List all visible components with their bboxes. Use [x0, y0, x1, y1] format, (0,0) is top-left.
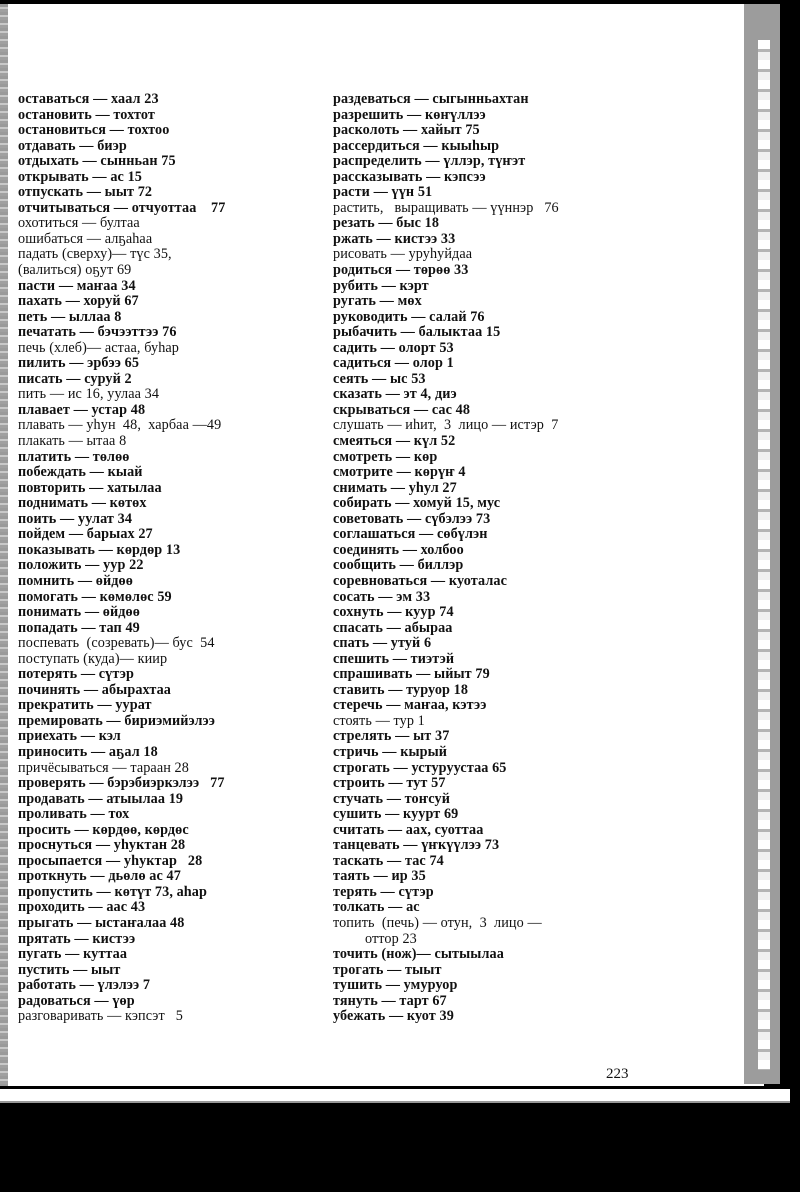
- glossary-entry: проверять — бэрэбиэркэлээ 77: [18, 775, 225, 792]
- glossary-entry: охотиться — бултаа: [18, 215, 140, 232]
- glossary-entry: разговаривать — кэпсэт 5: [18, 1008, 183, 1025]
- glossary-entry: руководить — салай 76: [333, 308, 485, 325]
- glossary-entry: стричь — кырый: [333, 743, 448, 760]
- glossary-entry: спешить — тиэтэй: [333, 650, 455, 667]
- glossary-entry: советовать — сүбэлээ 73: [333, 510, 491, 527]
- glossary-entry: снимать — уһул 27: [333, 479, 457, 496]
- glossary-entry: топить (печь) — отун, 3 лицо —: [333, 914, 542, 931]
- glossary-entry: разрешить — көҥүллээ: [333, 106, 486, 123]
- glossary-left-column: [18, 92, 328, 1025]
- glossary-entry: рассердиться — кыыһыр: [333, 137, 500, 154]
- glossary-entry: оставаться — хаал 23: [18, 91, 159, 107]
- glossary-entry: соединять — холбоо: [333, 541, 464, 558]
- glossary-entry: терять — сүтэр: [333, 883, 434, 900]
- glossary-entry: повторить — хатылаа: [18, 479, 162, 496]
- glossary-entry: сосать — эм 33: [333, 588, 431, 605]
- glossary-entry: слушать — иһит, 3 лицо — истэр 7: [333, 417, 559, 434]
- glossary-entry: поступать (куда)— киир: [18, 650, 168, 667]
- glossary-entry: сказать — эт 4, диэ: [333, 386, 457, 403]
- glossary-entry: отдыхать — сынньан 75: [18, 153, 176, 170]
- glossary-entry: отчитываться — отчуоттаа 77: [18, 199, 226, 216]
- glossary-entry: плакать — ытаа 8: [18, 433, 127, 450]
- glossary-entry: садиться — олор 1: [333, 355, 454, 372]
- glossary-entry: трогать — тыыт: [333, 961, 442, 978]
- glossary-entry: попадать — тап 49: [18, 619, 140, 636]
- glossary-entry: починять — абырахтаа: [18, 681, 171, 698]
- glossary-entry: смотрите — көрүҥ 4: [333, 464, 466, 481]
- glossary-entry: причёсываться — тараан 28: [18, 759, 189, 776]
- glossary-entry: печатать — бэчээттээ 76: [18, 324, 177, 341]
- glossary-entry: строгать — устуруустаа 65: [333, 759, 507, 776]
- glossary-entry: поить — уулат 34: [18, 510, 133, 527]
- glossary-entry: побеждать — кыай: [18, 464, 143, 481]
- glossary-entry: строить — тут 57: [333, 775, 446, 792]
- glossary-entry: распределить — үллэр, түҥэт: [333, 153, 526, 170]
- page-bottom-edge: [0, 1087, 790, 1103]
- glossary-entry: расколоть — хайыт 75: [333, 122, 480, 139]
- glossary-entry: таскать — тас 74: [333, 852, 444, 869]
- glossary-entry: ошибаться — алҕаһаа: [18, 230, 153, 247]
- glossary-entry: работать — үлэлээ 7: [18, 977, 151, 994]
- glossary-entry: растить, выращивать — үүннэр 76: [333, 199, 559, 216]
- glossary-entry: помнить — өйдөө: [18, 572, 133, 589]
- glossary-entry: смеяться — күл 52: [333, 433, 456, 450]
- glossary-entry: проткнуть — дьөлө ас 47: [18, 868, 181, 885]
- glossary-entry: считать — аах, суоттаа: [333, 821, 484, 838]
- glossary-entry: положить — уур 22: [18, 557, 144, 574]
- glossary-entry: петь — ыллаа 8: [18, 308, 122, 325]
- glossary-entry: рубить — кэрт: [333, 277, 429, 294]
- glossary-entry: соревноваться — куоталас: [333, 572, 507, 589]
- glossary-entry: танцевать — үҥкүүлээ 73: [333, 837, 500, 854]
- glossary-entry: спрашивать — ыйыт 79: [333, 666, 490, 683]
- glossary-entry: соглашаться — сөбүлэн: [333, 526, 488, 543]
- glossary-entry: помогать — көмөлөс 59: [18, 588, 172, 605]
- glossary-entry: стоять — тур 1: [333, 712, 425, 729]
- glossary-entry: платить — төлөө: [18, 448, 130, 465]
- glossary-entry: таять — ир 35: [333, 868, 426, 885]
- glossary-entry: тушить — умуруор: [333, 977, 458, 994]
- glossary-entry: стучать — тоҥсуй: [333, 790, 450, 807]
- page-left-edge-shadow: [0, 4, 8, 1086]
- glossary-entry: убежать — куот 39: [333, 1008, 454, 1025]
- glossary-entry: пасти — маҥаа 34: [18, 277, 136, 294]
- glossary-entry: пропустить — көтүт 73, аһар: [18, 883, 207, 900]
- glossary-entry: пилить — эрбээ 65: [18, 355, 140, 372]
- glossary-entry: рыбачить — балыктаа 15: [333, 324, 501, 341]
- glossary-entry: расти — үүн 51: [333, 184, 433, 201]
- glossary-entry: спасать — абыраа: [333, 619, 453, 636]
- glossary-entry: ставить — туруор 18: [333, 681, 469, 698]
- glossary-entry: писать — суруй 2: [18, 370, 132, 387]
- glossary-entry: остановиться — тохтоо: [18, 122, 170, 139]
- glossary-entry: плавать — уһун 48, харбаа —49: [18, 417, 222, 434]
- glossary-entry: прятать — кистээ: [18, 930, 136, 947]
- page-number: 223: [606, 1066, 629, 1082]
- glossary-entry: отпускать — ыыт 72: [18, 184, 153, 201]
- glossary-entry: пустить — ыыт: [18, 961, 121, 978]
- glossary-entry: падать (сверху)— түс 35,: [18, 246, 172, 263]
- glossary-entry: прыгать — ыстаҥалаа 48: [18, 914, 185, 931]
- glossary-entry: премировать — бириэмийэлээ: [18, 712, 216, 729]
- glossary-entry: поднимать — көтөх: [18, 495, 147, 512]
- glossary-entry: собирать — хомуй 15, мус: [333, 495, 501, 512]
- glossary-entry: рисовать — уруһуйдаа: [333, 246, 473, 263]
- glossary-entry: раздеваться — сыгынньахтан: [333, 91, 529, 107]
- glossary-entry: приехать — кэл: [18, 728, 121, 745]
- glossary-entry: проходить — аас 43: [18, 899, 146, 916]
- glossary-entry: остановить — тохтот: [18, 106, 155, 123]
- glossary-entry: сохнуть — куур 74: [333, 604, 454, 621]
- glossary-entry: плавает — устар 48: [18, 401, 146, 418]
- glossary-entry: понимать — өйдөө: [18, 604, 140, 621]
- glossary-entry: пугать — куттаа: [18, 946, 128, 963]
- glossary-entry: продавать — атыылаа 19: [18, 790, 184, 807]
- glossary-entry: просыпается — уһуктар 28: [18, 852, 203, 869]
- glossary-entry: (валиться) оҕут 69: [18, 262, 132, 279]
- glossary-entry: поспевать (созревать)— бус 54: [18, 635, 215, 652]
- page-right-edge-highlight: [758, 40, 770, 1070]
- glossary-entry: смотреть — көр: [333, 448, 438, 465]
- glossary-entry: ругать — мөх: [333, 293, 422, 310]
- glossary-entry: садить — олорт 53: [333, 339, 454, 356]
- glossary-entry: открывать — ас 15: [18, 168, 142, 185]
- glossary-entry: пахать — хоруй 67: [18, 293, 139, 310]
- glossary-right-column: [333, 92, 653, 1025]
- glossary-entry: радоваться — үөр: [18, 992, 135, 1009]
- glossary-entry: приносить — аҕал 18: [18, 743, 158, 760]
- glossary-entry: сушить — куурт 69: [333, 806, 459, 823]
- glossary-entry: сообщить — биллэр: [333, 557, 464, 574]
- glossary-entry: рассказывать — кэпсээ: [333, 168, 486, 185]
- glossary-entry: оттор 23: [365, 930, 417, 947]
- glossary-entry: тянуть — тарт 67: [333, 992, 447, 1009]
- glossary-entry: пить — ис 16, уулаа 34: [18, 386, 160, 403]
- glossary-entry: стеречь — маҥаа, кэтээ: [333, 697, 487, 714]
- glossary-entry: отдавать — биэр: [18, 137, 127, 154]
- glossary-entry: пойдем — барыах 27: [18, 526, 153, 543]
- glossary-entry: потерять — сүтэр: [18, 666, 135, 683]
- glossary-entry: сеять — ыс 53: [333, 370, 426, 387]
- glossary-entry: ржать — кистээ 33: [333, 230, 456, 247]
- glossary-entry: точить (нож)— сытыылаа: [333, 946, 504, 963]
- glossary-entry: проснуться — уһуктан 28: [18, 837, 186, 854]
- glossary-entry: просить — көрдөө, көрдөс: [18, 821, 189, 838]
- glossary-entry: печь (хлеб)— астаа, буһар: [18, 339, 179, 356]
- glossary-entry: толкать — ас: [333, 899, 420, 916]
- glossary-entry: показывать — көрдөр 13: [18, 541, 181, 558]
- glossary-entry: проливать — тох: [18, 806, 130, 823]
- glossary-entry: родиться — төрөө 33: [333, 262, 469, 279]
- glossary-entry: стрелять — ыт 37: [333, 728, 450, 745]
- glossary-entry: спать — утуй 6: [333, 635, 432, 652]
- glossary-entry: резать — быс 18: [333, 215, 440, 232]
- glossary-entry: скрываться — сас 48: [333, 401, 471, 418]
- glossary-entry: прекратить — уурат: [18, 697, 152, 714]
